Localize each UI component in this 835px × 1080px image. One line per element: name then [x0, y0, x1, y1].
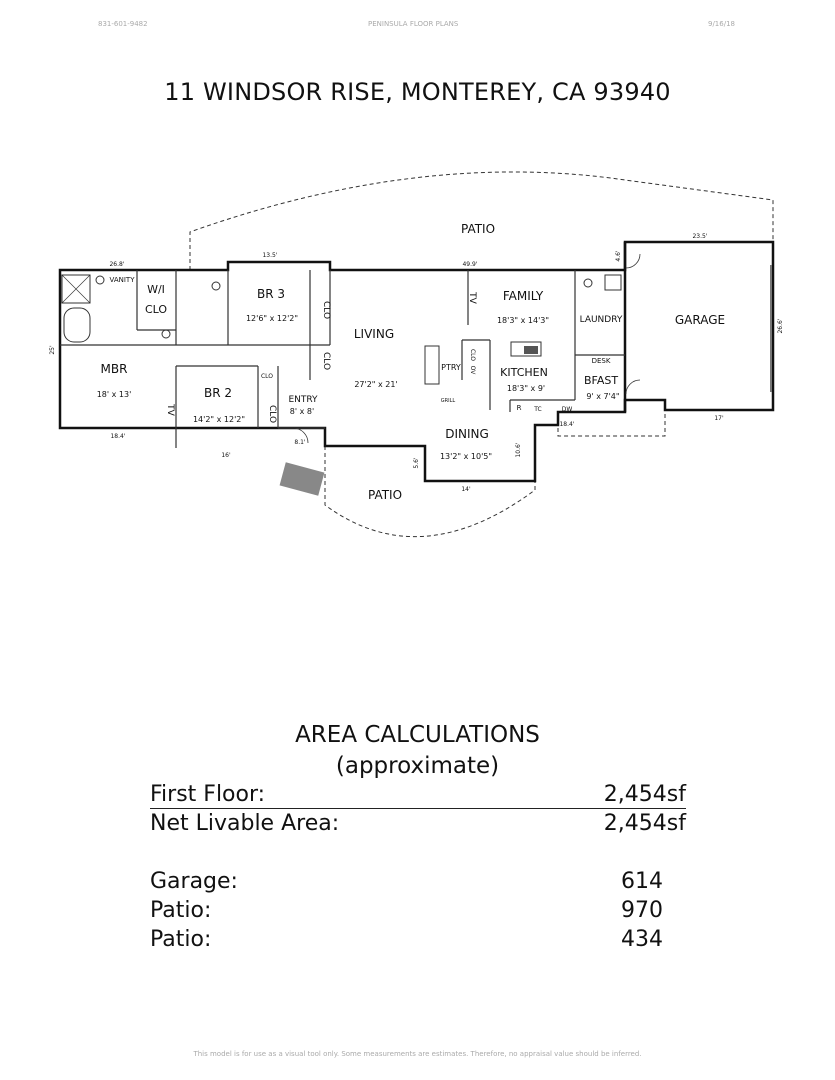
- label-desk: DESK: [591, 357, 611, 365]
- label-grill: GRILL: [440, 398, 456, 404]
- door-swing: [626, 254, 640, 268]
- patio-value-1: 970: [621, 898, 663, 923]
- disclaimer-footer: This model is for use as a visual tool only. Some measurements are estimates. Therefore, no appraisal value should be inferred.: [193, 1050, 642, 1058]
- label-entry: ENTRY: [288, 395, 318, 405]
- label-wi-clo: CLO: [144, 303, 168, 316]
- patio-row-1: [150, 898, 686, 926]
- tub: [64, 308, 90, 342]
- patio-value-2: 434: [621, 927, 663, 952]
- label-tv-b: TV: [467, 292, 477, 304]
- label-mbr: MBR: [100, 362, 128, 376]
- area-calculations-heading: AREA CALCULATIONS: [295, 722, 540, 748]
- label-tc: TC: [534, 406, 542, 413]
- label-br2-dim: 14'2" x 12'2": [192, 415, 246, 424]
- door-swing: [626, 380, 640, 394]
- garage-row: [150, 869, 686, 897]
- toilet-icon: [584, 279, 592, 287]
- label-patio-top: PATIO: [460, 222, 496, 236]
- property-address-title: 11 WINDSOR RISE, MONTEREY, CA 93940: [164, 78, 671, 106]
- label-clo-e: CLO: [469, 348, 476, 362]
- label-laundry: LAUNDRY: [579, 315, 623, 325]
- label-clo-b: CLO: [321, 351, 331, 371]
- laundry-machines: [605, 275, 621, 290]
- patio-row-2: [150, 927, 686, 955]
- dim-5-6: 5.6': [413, 457, 420, 469]
- patio-bottom-outline: [325, 410, 665, 537]
- label-ov: OV: [469, 365, 476, 375]
- dim-26-6: 26.6': [777, 318, 784, 334]
- area-calculations-subheading: (approximate): [335, 753, 500, 779]
- header-phone: 831-601-9482: [98, 20, 148, 28]
- dim-25: 25': [49, 345, 56, 355]
- dim-18-4a: 18.4': [110, 433, 126, 440]
- first-floor-row: [150, 782, 686, 810]
- dim-4-6: 4.6': [615, 250, 622, 262]
- label-ptry: PTRY: [441, 363, 461, 372]
- patio-label-2: Patio:: [150, 927, 212, 952]
- label-kitchen-dim: 18'3" x 9': [506, 384, 546, 393]
- dim-10-6: 10.6': [515, 442, 522, 458]
- net-livable-value: 2,454sf: [603, 811, 686, 836]
- house-exterior-wall: [60, 242, 773, 481]
- floor-plan-diagram: [0, 170, 835, 550]
- label-bfast-dim: 9' x 7'4": [586, 392, 620, 401]
- label-mbr-dim: 18' x 13': [96, 390, 132, 399]
- label-bfast: BFAST: [583, 374, 619, 387]
- dim-23-5: 23.5': [692, 233, 708, 240]
- label-dw: DW: [561, 406, 573, 413]
- patio-label-1: Patio:: [150, 898, 212, 923]
- label-patio-bottom: PATIO: [367, 488, 403, 502]
- label-living-dim: 27'2" x 21': [354, 380, 398, 389]
- toilet-icon: [212, 282, 220, 290]
- label-clo-a: CLO: [321, 300, 331, 320]
- label-vanity: VANITY: [109, 276, 135, 284]
- label-clo-d: CLO: [260, 373, 274, 380]
- garage-value: 614: [621, 869, 663, 894]
- dim-13-5: 13.5': [262, 252, 278, 259]
- label-living: LIVING: [353, 327, 395, 341]
- entry-stairs: [280, 462, 325, 496]
- net-livable-label: Net Livable Area:: [150, 811, 340, 836]
- label-garage: GARAGE: [674, 313, 726, 327]
- label-family: FAMILY: [502, 289, 544, 303]
- label-family-dim: 18'3" x 14'3": [496, 316, 550, 325]
- first-floor-label: First Floor:: [150, 782, 266, 807]
- label-r: R: [516, 404, 522, 412]
- label-entry-dim: 8' x 8': [289, 407, 315, 416]
- label-dining: DINING: [445, 427, 489, 441]
- first-floor-value: 2,454sf: [603, 782, 686, 807]
- kitchen-range: [524, 346, 538, 354]
- dim-17: 17': [714, 415, 724, 422]
- fireplace: [425, 346, 439, 384]
- label-clo-c: CLO: [267, 404, 277, 424]
- net-livable-row: [150, 811, 686, 839]
- label-br3-dim: 12'6" x 12'2": [245, 314, 299, 323]
- garage-label: Garage:: [150, 869, 238, 894]
- dim-49-9: 49.9': [462, 261, 478, 268]
- header-company: PENINSULA FLOOR PLANS: [368, 20, 459, 28]
- header-date: 9/16/18: [708, 20, 735, 28]
- dim-16: 16': [221, 452, 231, 459]
- dim-26-8: 26.8': [109, 261, 125, 268]
- dim-14: 14': [461, 486, 471, 493]
- label-br3: BR 3: [256, 287, 286, 301]
- label-kitchen: KITCHEN: [500, 366, 548, 379]
- toilet-icon: [162, 330, 170, 338]
- label-br2: BR 2: [203, 386, 233, 400]
- label-tv-a: TV: [165, 404, 175, 416]
- toilet-icon: [96, 276, 104, 284]
- label-dining-dim: 13'2" x 10'5": [439, 452, 493, 461]
- dim-18-4b: 18.4': [559, 421, 575, 428]
- dim-8-1: 8.1': [294, 439, 306, 446]
- divider: [150, 808, 686, 809]
- label-wi: W/I: [147, 283, 165, 296]
